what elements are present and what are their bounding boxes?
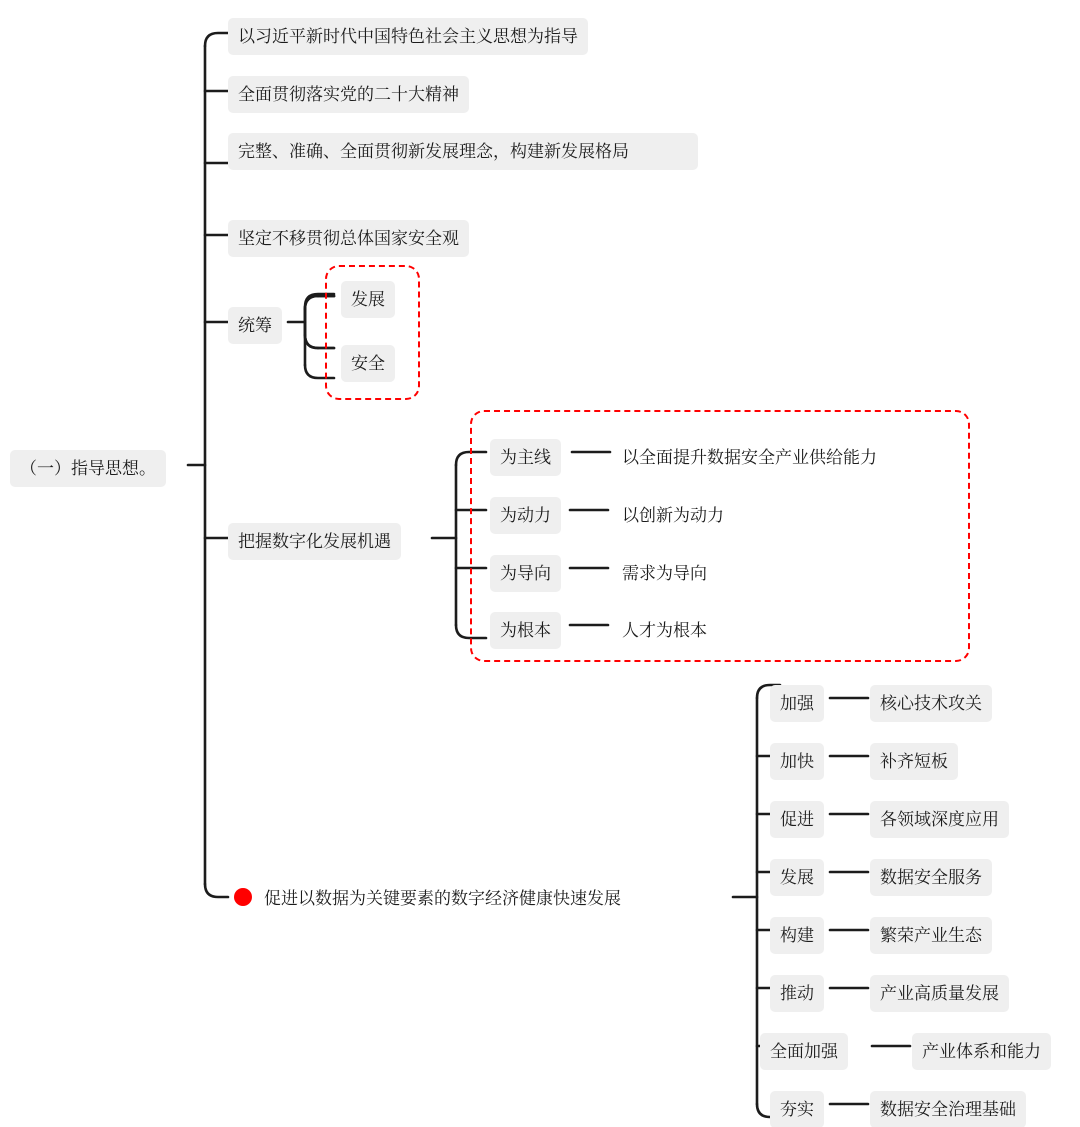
shuziJingji-child-2-detail[interactable]: 补齐短板 — [870, 743, 958, 780]
tongchou-child-1[interactable]: 发展 — [341, 281, 395, 318]
branch-node-3[interactable]: 完整、准确、全面贯彻新发展理念，构建新发展格局 — [228, 133, 698, 170]
branch-node-shuziJingji[interactable] — [234, 884, 621, 909]
shuziJingji-child-7-detail[interactable]: 产业体系和能力 — [912, 1033, 1051, 1070]
shuziJingji-child-8-detail[interactable]: 数据安全治理基础 — [870, 1091, 1026, 1127]
branch-node-4[interactable]: 坚定不移贯彻总体国家安全观 — [228, 220, 469, 257]
shuzihua-child-2-detail[interactable]: 以创新为动力 — [622, 506, 724, 525]
shuzihua-child-3[interactable]: 为导向 — [490, 555, 561, 592]
shuziJingji-child-2[interactable]: 加快 — [770, 743, 824, 780]
shuziJingji-child-4-detail[interactable]: 数据安全服务 — [870, 859, 992, 896]
tongchou-child-2[interactable]: 安全 — [341, 345, 395, 382]
shuzihua-child-2[interactable]: 为动力 — [490, 497, 561, 534]
shuziJingji-child-6[interactable]: 推动 — [770, 975, 824, 1012]
shuzihua-child-1[interactable]: 为主线 — [490, 439, 561, 476]
shuzihua-child-4-detail[interactable]: 人才为根本 — [622, 621, 707, 640]
branch-node-shuziJingji-label: 促进以数据为关键要素的数字经济健康快速发展 — [264, 889, 621, 908]
shuziJingji-child-8[interactable]: 夯实 — [770, 1091, 824, 1127]
branch-node-1[interactable]: 以习近平新时代中国特色社会主义思想为指导 — [228, 18, 588, 55]
shuziJingji-child-3-detail[interactable]: 各领域深度应用 — [870, 801, 1009, 838]
shuzihua-child-3-detail[interactable]: 需求为导向 — [622, 564, 707, 583]
shuziJingji-child-4[interactable]: 发展 — [770, 859, 824, 896]
shuziJingji-child-5[interactable]: 构建 — [770, 917, 824, 954]
shuzihua-child-1-detail[interactable]: 以全面提升数据安全产业供给能力 — [622, 448, 877, 467]
shuziJingji-child-7[interactable]: 全面加强 — [760, 1033, 848, 1070]
shuziJingji-child-1[interactable]: 加强 — [770, 685, 824, 722]
branch-node-shuzihua[interactable]: 把握数字化发展机遇 — [228, 523, 401, 560]
shuziJingji-child-5-detail[interactable]: 繁荣产业生态 — [870, 917, 992, 954]
branch-node-tongchou[interactable]: 统筹 — [228, 307, 282, 344]
red-dot-icon — [234, 888, 252, 906]
root-node[interactable]: （一）指导思想。 — [10, 450, 166, 487]
shuziJingji-child-6-detail[interactable]: 产业高质量发展 — [870, 975, 1009, 1012]
shuzihua-child-4[interactable]: 为根本 — [490, 612, 561, 649]
shuziJingji-child-1-detail[interactable]: 核心技术攻关 — [870, 685, 992, 722]
branch-node-2[interactable]: 全面贯彻落实党的二十大精神 — [228, 76, 469, 113]
shuziJingji-child-3[interactable]: 促进 — [770, 801, 824, 838]
